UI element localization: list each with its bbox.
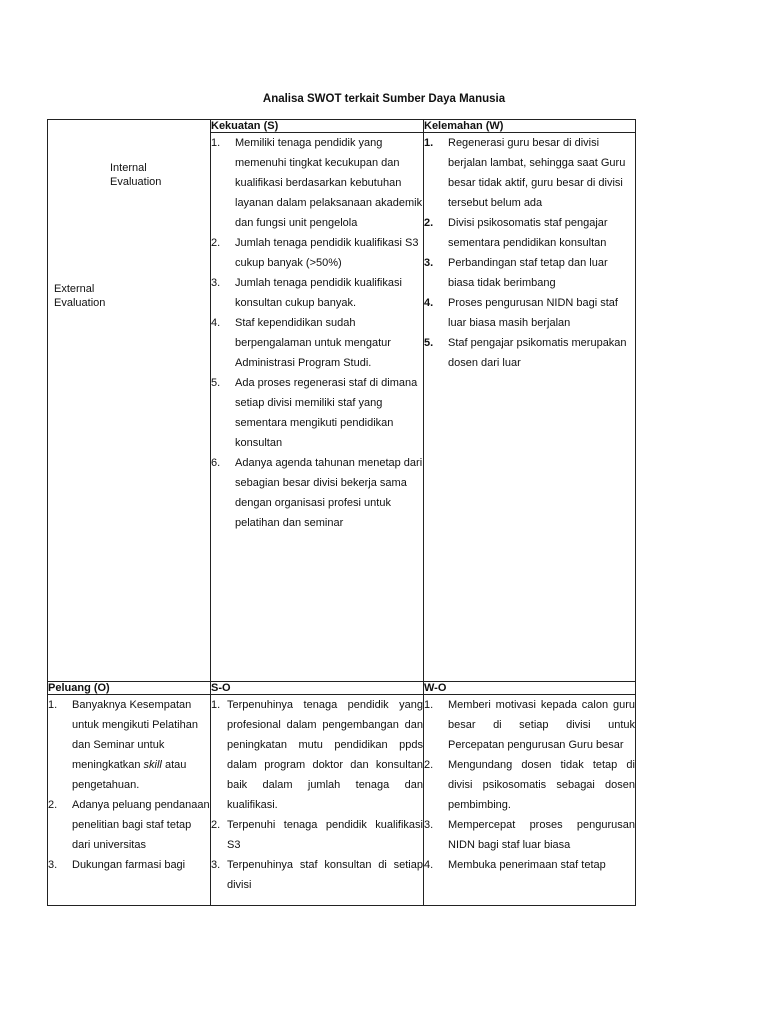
opportunities-item-text: Banyaknya Kesempatan untuk mengikuti Pelatihan dan Seminar untuk meningkatkan (72, 699, 198, 771)
so-item-number: 2. (211, 819, 221, 831)
wo-item-number: 2. (424, 759, 434, 771)
strengths-item (211, 373, 423, 453)
opportunities-item-text: skill (143, 759, 162, 771)
strengths-item-text: Memiliki tenaga pendidik yang memenuhi tingkat kecukupan dan kualifikasi berdasarkan kebutuhan layanan dalam pelaksanaan akademik dan fungsi unit pengelola (235, 137, 423, 229)
opportunities-list (48, 695, 210, 875)
so-cell (211, 695, 424, 906)
so-item-text: Terpenuhinya tenaga pendidik yang profesional dalam pengembangan dan peningkatan mutu pendidikan ppds dalam program doktor dan konsultan baik dalam jumlah tenaga dan kualifikasi. (227, 699, 423, 811)
weaknesses-item-text: Perbandingan staf tetap dan luar biasa tidak berimbang (448, 257, 608, 289)
strengths-cell (211, 133, 424, 682)
internal-evaluation-label: Internal Evaluation (110, 162, 162, 188)
strengths-item-number: 5. (211, 377, 221, 389)
strengths-item-number: 4. (211, 317, 221, 329)
weaknesses-item-number: 3. (424, 257, 434, 269)
so-item (211, 815, 423, 855)
wo-item (424, 695, 635, 755)
opportunities-item-number: 2. (48, 799, 58, 811)
so-item-number: 3. (211, 859, 221, 871)
weaknesses-item-number: 1. (424, 137, 434, 149)
weaknesses-cell (424, 133, 636, 682)
strengths-item-text: Adanya agenda tahunan menetap dari sebagian besar divisi bekerja sama dengan organisasi profesi untuk pelatihan dan seminar (235, 457, 423, 529)
weaknesses-header: Kelemahan (W) (424, 120, 636, 133)
weaknesses-item-number: 4. (424, 297, 434, 309)
strengths-item-text: Staf kependidikan sudah berpengalaman untuk mengatur Administrasi Program Studi. (235, 317, 391, 369)
strengths-item (211, 133, 423, 233)
so-item-text: Terpenuhinya staf konsultan di setiap divisi (227, 859, 423, 891)
opportunities-item (48, 795, 210, 855)
wo-item-text: Memberi motivasi kepada calon guru besar di setiap divisi untuk Percepatan pengurusan Guru besar (448, 699, 635, 751)
strengths-item-text: Jumlah tenaga pendidik kualifikasi konsultan cukup banyak. (235, 277, 402, 309)
weaknesses-item (424, 253, 635, 293)
weaknesses-item (424, 333, 635, 373)
document-title: Analisa SWOT terkait Sumber Daya Manusia (262, 93, 506, 105)
strengths-item (211, 313, 423, 373)
swot-table (47, 119, 636, 906)
wo-item-text: Mengundang dosen tidak tetap di divisi psikosomatis sebagai dosen pembimbing. (448, 759, 635, 811)
so-item-number: 1. (211, 699, 221, 711)
strengths-item-number: 3. (211, 277, 221, 289)
wo-item-number: 3. (424, 819, 434, 831)
corner-cell (48, 120, 211, 682)
opportunities-item (48, 855, 210, 875)
weaknesses-item-number: 5. (424, 337, 434, 349)
strengths-item-number: 2. (211, 237, 221, 249)
opportunities-cell (48, 695, 211, 906)
weaknesses-item (424, 293, 635, 333)
external-evaluation-label: External Evaluation (54, 283, 106, 309)
weaknesses-item-text: Proses pengurusan NIDN bagi staf luar biasa masih berjalan (448, 297, 618, 329)
wo-item-text: Mempercepat proses pengurusan NIDN bagi staf luar biasa (448, 819, 635, 851)
weaknesses-item (424, 133, 635, 213)
opportunities-item-number: 3. (48, 859, 58, 871)
so-strategies-list (211, 695, 423, 895)
opportunities-item-text: atau pengetahuan. (72, 759, 187, 791)
strengths-item-text: Ada proses regenerasi staf di dimana setiap divisi memiliki staf yang sementara mengikuti pendidikan konsultan (235, 377, 418, 449)
wo-cell (424, 695, 636, 906)
opportunities-item-text: Dukungan farmasi bagi (72, 859, 186, 871)
opportunities-content-row (48, 695, 636, 906)
wo-item-number: 1. (424, 699, 434, 711)
strengths-item (211, 233, 423, 273)
wo-header: W-O (424, 682, 636, 695)
strengths-item-number: 1. (211, 137, 221, 149)
strengths-item (211, 453, 423, 533)
so-item (211, 695, 423, 815)
so-header: S-O (211, 682, 424, 695)
strengths-header: Kekuatan (S) (211, 120, 424, 133)
wo-item-number: 4. (424, 859, 434, 871)
opportunities-header: Peluang (O) (48, 682, 211, 695)
wo-strategies-list (424, 695, 635, 875)
strengths-item-number: 6. (211, 457, 221, 469)
strengths-item-text: Jumlah tenaga pendidik kualifikasi S3 cukup banyak (>50%) (235, 237, 419, 269)
wo-item-text: Membuka penerimaan staf tetap (448, 859, 606, 871)
weaknesses-item-text: Regenerasi guru besar di divisi berjalan lambat, sehingga saat Guru besar tidak aktif, guru besar di divisi tersebut belum ada (448, 137, 626, 209)
strengths-list (211, 133, 423, 533)
so-item (211, 855, 423, 895)
weaknesses-item-text: Staf pengajar psikomatis merupakan dosen dari luar (448, 337, 627, 369)
so-item-text: Terpenuhi tenaga pendidik kualifikasi S3 (227, 819, 423, 851)
weaknesses-list (424, 133, 635, 373)
opportunities-item (48, 695, 210, 795)
weaknesses-item (424, 213, 635, 253)
weaknesses-item-text: Divisi psikosomatis staf pengajar sementara pendidikan konsultan (448, 217, 608, 249)
header-row (48, 120, 636, 133)
opportunities-item-number: 1. (48, 699, 58, 711)
wo-item (424, 855, 635, 875)
wo-item (424, 815, 635, 855)
strengths-item (211, 273, 423, 313)
opportunities-header-row (48, 682, 636, 695)
opportunities-item-text: Adanya peluang pendanaan penelitian bagi staf tetap dari universitas (72, 799, 210, 851)
weaknesses-item-number: 2. (424, 217, 434, 229)
wo-item (424, 755, 635, 815)
